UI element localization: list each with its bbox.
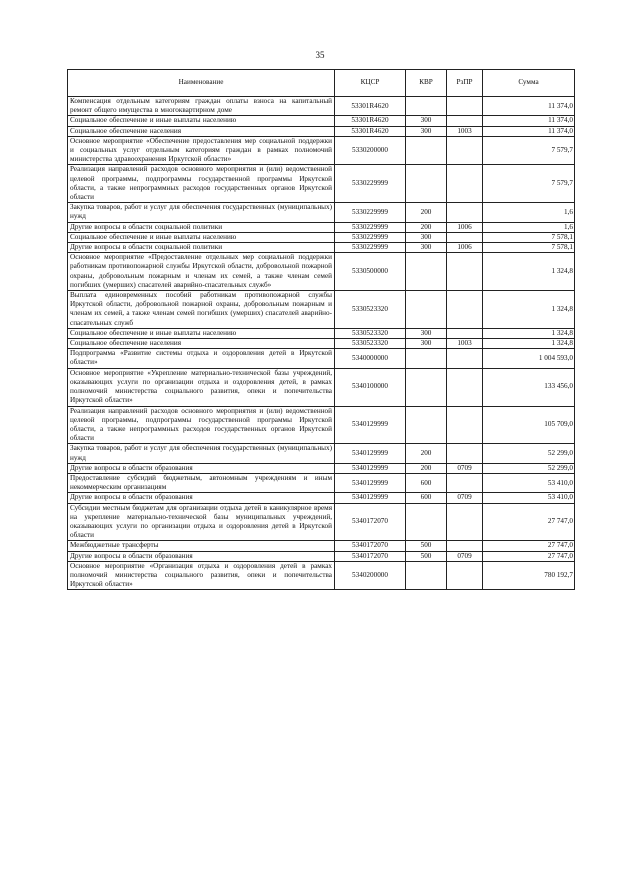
row-rzpr — [447, 203, 483, 222]
row-name: Другие вопросы в области образования — [68, 493, 335, 503]
row-kvr: 200 — [406, 222, 447, 232]
row-kvr: 500 — [406, 541, 447, 551]
table-row — [68, 541, 575, 551]
row-name: Реализация направлений расходов основного мероприятия и (или) ведомственной целевой программы, подпрограммы государственной программы Иркутской области, а также непрограммных расходов государственных органов Иркутской области — [68, 165, 335, 203]
row-kvr — [406, 349, 447, 368]
row-kcsr: 5340129999 — [335, 463, 406, 473]
row-kcsr: 5340129999 — [335, 473, 406, 492]
table-row — [68, 253, 575, 291]
row-rzpr — [447, 253, 483, 291]
row-kcsr: 5330229999 — [335, 243, 406, 253]
row-sum: 105 709,0 — [483, 406, 575, 444]
table-row — [68, 368, 575, 406]
page-number: 35 — [315, 50, 325, 60]
row-kvr: 300 — [406, 243, 447, 253]
row-name: Социальное обеспечение и иные выплаты населению — [68, 328, 335, 338]
row-name: Основное мероприятие «Обеспечение предоставления мер социальной поддержки и социальных услуг отдельным категориям граждан в рамках полномочий министерства здравоохранения Иркутской области» — [68, 136, 335, 165]
row-kvr: 600 — [406, 473, 447, 492]
table-row — [68, 444, 575, 463]
table-row — [68, 493, 575, 503]
table-row — [68, 222, 575, 232]
table-row — [68, 561, 575, 590]
row-kvr: 300 — [406, 116, 447, 126]
row-kcsr: 5330229999 — [335, 232, 406, 242]
row-kcsr: 5340172070 — [335, 541, 406, 551]
row-name: Основное мероприятие «Укрепление материально-технической базы учреждений, оказывающих услуги по организации отдыха и оздоровления детей, в рамках полномочий министерства социального развития, опеки и попечительства Иркутской области» — [68, 368, 335, 406]
row-rzpr — [447, 503, 483, 541]
budget-table — [67, 69, 575, 590]
row-kvr: 300 — [406, 339, 447, 349]
row-rzpr — [447, 561, 483, 590]
row-name: Другие вопросы в области социальной политики — [68, 222, 335, 232]
row-rzpr: 0709 — [447, 463, 483, 473]
row-sum: 1 324,8 — [483, 339, 575, 349]
row-name: Основное мероприятие «Предоставление отдельных мер социальной поддержки работникам противопожарной службы Иркутской области, добровольной пожарной охраны, добровольным пожарным и членам их семей, а также членам семей погибших (умерших) спасателей аварийно-спасательных служб» — [68, 253, 335, 291]
row-rzpr — [447, 291, 483, 329]
row-name: Выплата единовременных пособий работникам противопожарной службы Иркутской области, добровольной пожарной охраны, добровольным пожарным и членам их семей, а также членам семей погибших (умерших) спасателей аварийно-спасательных служб — [68, 291, 335, 329]
row-name: Подпрограмма «Развитие системы отдыха и оздоровления детей в Иркутской области» — [68, 349, 335, 368]
row-sum: 7 578,1 — [483, 243, 575, 253]
header-kcsr: КЦСР — [335, 70, 406, 97]
row-name: Социальное обеспечение и иные выплаты населению — [68, 116, 335, 126]
row-name: Субсидии местным бюджетам для организации отдыха детей в каникулярное время на укрепление материально-технической базы муниципальных учреждений, оказывающих услуги по организации отдыха и оздоровления детей в Иркутской области — [68, 503, 335, 541]
row-sum: 1 324,8 — [483, 328, 575, 338]
row-kvr: 500 — [406, 551, 447, 561]
row-sum: 52 299,0 — [483, 444, 575, 463]
table-row — [68, 349, 575, 368]
row-sum: 1 324,8 — [483, 253, 575, 291]
row-sum: 53 410,0 — [483, 493, 575, 503]
row-kvr — [406, 368, 447, 406]
table-row — [68, 165, 575, 203]
row-rzpr — [447, 406, 483, 444]
row-sum: 27 747,0 — [483, 503, 575, 541]
row-kcsr: 5330200000 — [335, 136, 406, 165]
row-rzpr — [447, 116, 483, 126]
row-sum: 52 299,0 — [483, 463, 575, 473]
table-row — [68, 203, 575, 222]
table-row — [68, 463, 575, 473]
row-kvr — [406, 253, 447, 291]
row-rzpr: 1003 — [447, 126, 483, 136]
row-kcsr: 5340100000 — [335, 368, 406, 406]
row-name: Социальное обеспечение и иные выплаты населению — [68, 232, 335, 242]
row-kvr — [406, 503, 447, 541]
row-sum: 1 324,8 — [483, 291, 575, 329]
table-row — [68, 339, 575, 349]
row-sum: 7 579,7 — [483, 165, 575, 203]
row-kcsr: 5330523320 — [335, 328, 406, 338]
row-kcsr: 5340129999 — [335, 444, 406, 463]
row-kcsr: 5340000000 — [335, 349, 406, 368]
row-kvr: 200 — [406, 463, 447, 473]
row-sum: 27 747,0 — [483, 541, 575, 551]
row-kvr — [406, 165, 447, 203]
row-name: Основное мероприятие «Организация отдыха и оздоровления детей в рамках полномочий министерства социального развития, опеки и попечительства Иркутской области» — [68, 561, 335, 590]
row-rzpr — [447, 165, 483, 203]
row-name: Реализация направлений расходов основного мероприятия и (или) ведомственной целевой программы, подпрограммы государственной программы Иркутской области, а также непрограммных расходов государственных органов Иркутской области — [68, 406, 335, 444]
row-kcsr: 5330523320 — [335, 291, 406, 329]
row-kcsr: 5330229999 — [335, 203, 406, 222]
row-rzpr: 1006 — [447, 222, 483, 232]
row-sum: 1,6 — [483, 203, 575, 222]
row-kvr: 200 — [406, 203, 447, 222]
row-kcsr: 5330229999 — [335, 222, 406, 232]
row-rzpr — [447, 349, 483, 368]
table-row — [68, 551, 575, 561]
row-kcsr: 5330229999 — [335, 165, 406, 203]
table-row — [68, 473, 575, 492]
table-row — [68, 291, 575, 329]
row-kvr: 300 — [406, 232, 447, 242]
row-sum: 53 410,0 — [483, 473, 575, 492]
row-rzpr — [447, 541, 483, 551]
row-rzpr — [447, 136, 483, 165]
table-row — [68, 97, 575, 116]
row-kvr — [406, 291, 447, 329]
table-row — [68, 232, 575, 242]
row-sum: 7 578,1 — [483, 232, 575, 242]
table-row — [68, 406, 575, 444]
row-sum: 11 374,0 — [483, 116, 575, 126]
row-rzpr — [447, 368, 483, 406]
row-name: Социальное обеспечение населения — [68, 339, 335, 349]
row-kcsr: 5330500000 — [335, 253, 406, 291]
table-row — [68, 116, 575, 126]
row-kvr: 300 — [406, 328, 447, 338]
row-kvr — [406, 406, 447, 444]
row-sum: 11 374,0 — [483, 126, 575, 136]
row-name: Другие вопросы в области образования — [68, 463, 335, 473]
row-kcsr: 5340172070 — [335, 551, 406, 561]
header-name: Наименование — [68, 70, 335, 97]
row-sum: 1 004 593,0 — [483, 349, 575, 368]
row-kcsr: 53301R4620 — [335, 126, 406, 136]
row-kvr — [406, 561, 447, 590]
table-row — [68, 328, 575, 338]
row-rzpr — [447, 97, 483, 116]
row-rzpr: 0709 — [447, 551, 483, 561]
row-name: Компенсация отдельным категориям граждан оплаты взноса на капитальный ремонт общего имущества в многоквартирном доме — [68, 97, 335, 116]
row-sum: 11 374,0 — [483, 97, 575, 116]
row-rzpr: 1003 — [447, 339, 483, 349]
row-kvr: 200 — [406, 444, 447, 463]
row-rzpr: 0709 — [447, 493, 483, 503]
row-rzpr — [447, 444, 483, 463]
row-name: Межбюджетные трансферты — [68, 541, 335, 551]
row-name: Закупка товаров, работ и услуг для обеспечения государственных (муниципальных) нужд — [68, 203, 335, 222]
row-kcsr: 5340129999 — [335, 493, 406, 503]
row-kvr: 300 — [406, 126, 447, 136]
row-kcsr: 5340172070 — [335, 503, 406, 541]
row-rzpr — [447, 232, 483, 242]
header-sum: Сумма — [483, 70, 575, 97]
row-kcsr: 5330523320 — [335, 339, 406, 349]
row-kvr — [406, 136, 447, 165]
row-sum: 27 747,0 — [483, 551, 575, 561]
row-name: Другие вопросы в области социальной политики — [68, 243, 335, 253]
header-rzpr: РзПР — [447, 70, 483, 97]
row-sum: 133 456,0 — [483, 368, 575, 406]
row-kcsr: 5340129999 — [335, 406, 406, 444]
table-row — [68, 243, 575, 253]
row-rzpr — [447, 328, 483, 338]
row-kcsr: 53301R4620 — [335, 97, 406, 116]
table-row — [68, 136, 575, 165]
header-kvr: КВР — [406, 70, 447, 97]
row-name: Социальное обеспечение населения — [68, 126, 335, 136]
row-rzpr: 1006 — [447, 243, 483, 253]
table-row — [68, 126, 575, 136]
row-rzpr — [447, 473, 483, 492]
row-sum: 1,6 — [483, 222, 575, 232]
row-kvr: 600 — [406, 493, 447, 503]
row-name: Закупка товаров, работ и услуг для обеспечения государственных (муниципальных) нужд — [68, 444, 335, 463]
table-header-row — [68, 70, 575, 97]
row-sum: 780 192,7 — [483, 561, 575, 590]
row-name: Предоставление субсидий бюджетным, автономным учреждениям и иным некоммерческим организациям — [68, 473, 335, 492]
table-row — [68, 503, 575, 541]
row-name: Другие вопросы в области образования — [68, 551, 335, 561]
row-kvr — [406, 97, 447, 116]
row-kcsr: 53301R4620 — [335, 116, 406, 126]
row-sum: 7 579,7 — [483, 136, 575, 165]
row-kcsr: 5340200000 — [335, 561, 406, 590]
